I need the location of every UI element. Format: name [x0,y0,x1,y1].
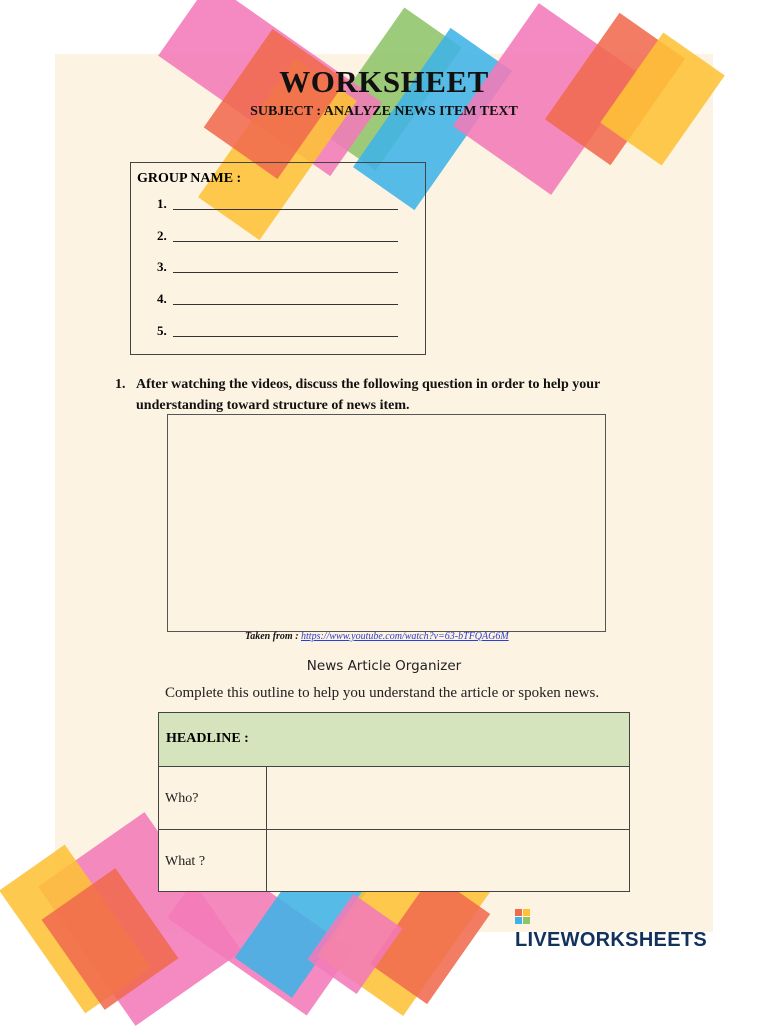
organizer-title: News Article Organizer [306,658,462,674]
video-source [245,631,509,642]
question-1 [115,374,675,416]
group-member-number: 2. [157,228,167,243]
row-label: What ? [165,854,206,869]
blank-line [173,336,398,337]
question-text: After watching the videos, discuss the following question in order to help your understanding toward structure of news item. [136,377,600,413]
outline-row-what [159,830,629,892]
headline-row[interactable] [159,713,629,767]
liveworksheets-logo [515,906,713,952]
liveworksheets-logo-icon [515,909,531,925]
group-member-line[interactable] [157,323,398,339]
group-member-number: 1. [157,196,167,211]
blank-line [173,304,398,305]
blank-line [173,241,398,242]
group-member-number: 5. [157,323,167,338]
worksheet-title: WORKSHEET [279,64,489,99]
group-name-box [130,162,426,355]
blank-line [173,209,398,210]
outline-row-who [159,767,629,830]
group-member-line[interactable] [157,291,398,307]
group-member-number: 3. [157,259,167,274]
answer-cell-what[interactable] [267,830,629,890]
group-member-number: 4. [157,291,167,306]
group-member-line[interactable] [157,228,398,244]
worksheet-subject: SUBJECT : ANALYZE NEWS ITEM TEXT [250,104,518,119]
source-link[interactable]: https://www.youtube.com/watch?v=63-bTFQAG6M [301,631,509,642]
row-label-cell [159,830,267,892]
news-outline-table [158,712,630,892]
row-label: Who? [165,791,199,806]
group-name-label: GROUP NAME : [137,171,242,186]
row-label-cell [159,767,267,829]
headline-label: HEADLINE : [166,731,249,746]
video-embed-box[interactable] [167,414,606,632]
source-label: Taken from : [245,631,299,642]
answer-cell-who[interactable] [267,767,629,829]
group-member-line[interactable] [157,196,398,212]
question-number: 1. [115,377,126,392]
group-member-line[interactable] [157,259,398,275]
blank-line [173,272,398,273]
organizer-instruction: Complete this outline to help you understand the article or spoken news. [165,685,600,701]
brand-name: LIVEWORKSHEETS [515,929,707,951]
worksheet-page [55,54,713,951]
